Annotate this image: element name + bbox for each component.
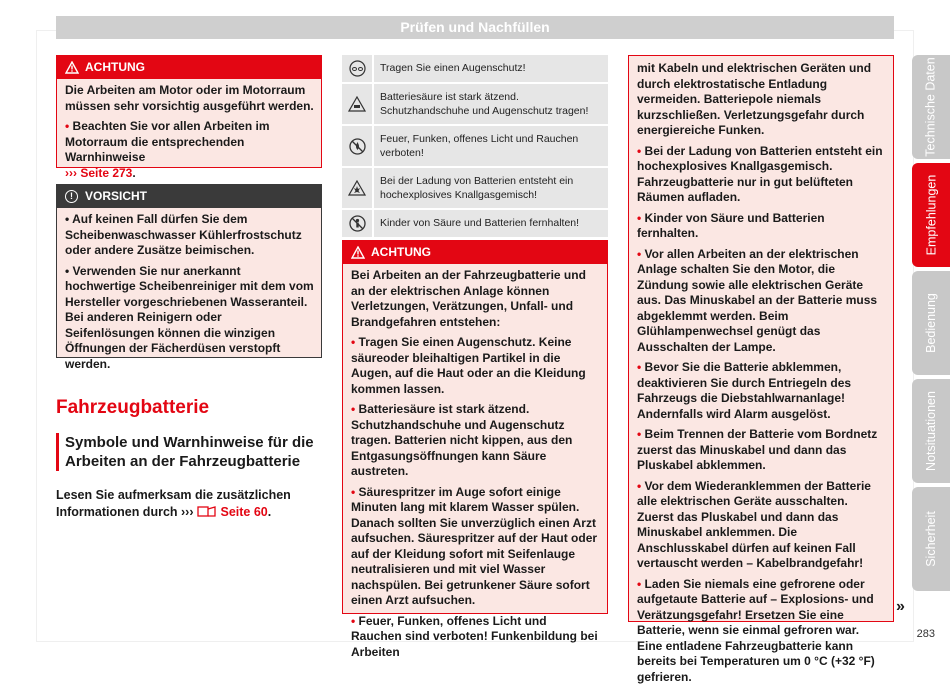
- warning-box-battery: [342, 240, 608, 659]
- warning-bullet: • Bei der Ladung von Batterien entsteht ein hochexplosives Knallgasgemisch. Fahrzeugbatterie nur in gut belüfteten Räumen aufladen.: [637, 144, 886, 206]
- warning-triangle-icon: [351, 246, 365, 259]
- page-header: Prüfen und Nachfüllen: [56, 16, 894, 39]
- tab-label: Sicherheit: [924, 511, 938, 567]
- no-fire-icon: [349, 138, 366, 155]
- link-arrows: ›››: [181, 505, 194, 519]
- tab-technische-daten[interactable]: [912, 55, 950, 159]
- caution-body: [57, 208, 321, 381]
- keep-children-away-icon: [349, 215, 366, 232]
- warning-bullet: • Beim Trennen der Batterie vom Bordnetz zuerst das Minuskabel und dann das Pluskabel abklemmen.: [637, 427, 886, 474]
- caution-header: [57, 185, 321, 208]
- warning-text: mit Kabeln und elektrischen Geräten und durch elektrostatische Entladung vermeiden. Batteriepole niemals kurzschließen. Verletzungsgefahr durch energiereiche Funken.: [637, 61, 872, 137]
- warning-bullet: • Bevor Sie die Batterie abklemmen, deaktivieren Sie durch Entriegeln des Fahrzeugs die Diebstahlwarnanlage! Andernfalls wird Alarm ausgelöst.: [637, 360, 886, 422]
- page-number: 283: [916, 628, 935, 640]
- tab-label: Technische Daten: [924, 57, 938, 157]
- tab-empfehlungen[interactable]: [912, 163, 950, 267]
- warning-body: [57, 79, 321, 190]
- warning-bullet: • Batteriesäure ist stark ätzend. Schutzhandschuhe und Augenschutz tragen. Batterien nicht kippen, aus den Entgasungsöffnungen kann Säure austreten.: [351, 402, 600, 480]
- warning-text: Bei Arbeiten an der Fahrzeugbatterie und an der elektrischen Anlage können Verletzungen, Verätzungen, Unfall- und Brandgefahren entstehen:: [351, 268, 586, 329]
- info-circle-icon: !: [65, 190, 78, 203]
- symbol-row: [342, 126, 608, 168]
- page-link[interactable]: Seite 60: [220, 505, 268, 519]
- symbol-text: Kinder von Säure und Batterien fernhalten!: [380, 217, 580, 229]
- punctuation: .: [267, 505, 272, 519]
- warning-bullet: • Feuer, Funken, offenes Licht und Rauchen sind verboten! Funkenbildung bei Arbeiten: [351, 614, 600, 661]
- warning-bullet: • Säurespritzer im Auge sofort einige Minuten lang mit klarem Wasser spülen. Danach sollten Sie unverzüglich einen Arzt aufsuchen. Säurespritzer auf der Haut oder auf der Kleidung sofort mit Seifenlauge neutralisieren und mit viel Wasser nachspülen. Bei getrunkener Säure sofort einen Arzt aufsuchen.: [351, 485, 600, 609]
- tab-label: Bedienung: [924, 293, 938, 353]
- symbol-table: [342, 55, 608, 239]
- tab-label: Empfehlungen: [924, 174, 938, 256]
- booklet-icon: [197, 505, 217, 518]
- warning-box-engine: [56, 55, 322, 180]
- warning-header: [343, 241, 607, 264]
- symbol-text: Tragen Sie einen Augenschutz!: [380, 62, 526, 74]
- acid-icon: [348, 96, 366, 112]
- page-link[interactable]: ››› Seite 273: [65, 165, 133, 180]
- symbol-text: Batteriesäure ist stark ätzend. Schutzhandschuhe und Augenschutz tragen!: [380, 91, 589, 117]
- section-title: Fahrzeugbatterie: [56, 397, 210, 418]
- symbol-row: [342, 84, 608, 126]
- warning-bullet: • Laden Sie niemals eine gefrorene oder aufgetaute Batterie auf – Explosions- und Verätzungsgefahr! Ersetzen Sie eine Batterie, wenn sie einmal gefroren war. Eine entladene Fahrzeugbatterie kann bereits bei Temperaturen um 0 °C (+32 °F) gefrieren.: [637, 577, 886, 686]
- warning-box-continuation: [628, 55, 894, 684]
- tab-label: Notsituationen: [924, 391, 939, 471]
- tab-bedienung[interactable]: [912, 271, 950, 375]
- tab-sicherheit[interactable]: [912, 487, 950, 591]
- warning-body: [629, 56, 893, 694]
- symbol-row: [342, 55, 608, 84]
- symbol-text: Bei der Ladung von Batterien entsteht ein hochexplosives Knallgasgemisch!: [380, 175, 574, 201]
- warning-bullet: • Tragen Sie einen Augenschutz. Keine säureoder bleihaltigen Partikel in die Augen, auf die Haut oder an die Kleidung kommen lassen.: [351, 335, 600, 397]
- warning-label: ACHTUNG: [371, 245, 431, 259]
- caution-box: [56, 184, 322, 371]
- warning-body: [343, 264, 607, 669]
- tab-notsituationen[interactable]: [912, 379, 950, 483]
- explosion-icon: [348, 180, 366, 196]
- caution-label: VORSICHT: [85, 189, 148, 203]
- intro-sentence: Lesen Sie aufmerksam die zusätzlichen Informationen durch: [56, 488, 291, 519]
- warning-header: [57, 56, 321, 79]
- symbol-row: [342, 168, 608, 210]
- warning-bullet: • Vor dem Wiederanklemmen der Batterie alle elektrischen Geräte ausschalten. Zuerst das Pluskabel und dann das Minuskabel anklemmen. Die Anschlusskabel dürfen auf keinen Fall vertauscht werden – Kabelbrandgefahr!: [637, 479, 886, 572]
- eye-protection-icon: [349, 60, 366, 77]
- warning-bullet: [65, 119, 314, 181]
- warning-triangle-icon: [65, 61, 79, 74]
- continued-marker: »: [896, 598, 905, 615]
- caution-bullet: • Auf keinen Fall dürfen Sie dem Scheibenwaschwasser Kühlerfrostschutz oder andere Zusätze beimischen.: [65, 212, 314, 259]
- intro-text: [56, 487, 321, 521]
- warning-bullet: • Kinder von Säure und Batterien fernhalten.: [637, 211, 886, 242]
- warning-label: ACHTUNG: [85, 60, 145, 74]
- caution-bullet: • Verwenden Sie nur anerkannt hochwertige Scheibenreiniger mit dem vom Hersteller vorgeschriebenen Wasseranteil. Bei anderen Reinigern oder Seifenlösungen können die winzigen Öffnungen der Fächerdüsen verstopft werden.: [65, 264, 314, 373]
- punctuation: .: [132, 165, 136, 180]
- symbol-row: [342, 210, 608, 239]
- symbol-text: Feuer, Funken, offenes Licht und Rauchen verboten!: [380, 133, 579, 159]
- subsection-title: Symbole und Warnhinweise für die Arbeiten an der Fahrzeugbatterie: [56, 433, 321, 471]
- warning-bullet-text: Beachten Sie vor allen Arbeiten im Motorraum die entsprechenden Warnhinweise: [65, 119, 270, 164]
- warning-text: Die Arbeiten am Motor oder im Motorraum müssen sehr vorsichtig ausgeführt werden.: [65, 83, 314, 113]
- warning-bullet: • Vor allen Arbeiten an der elektrischen Anlage schalten Sie den Motor, die Zündung sowie alle elektrischen Geräte aus. Das Minuskabel an der Batterie muss abgeklemmt werden. Beim Glühlampenwechsel genügt das Ausschalten der Lampe.: [637, 247, 886, 356]
